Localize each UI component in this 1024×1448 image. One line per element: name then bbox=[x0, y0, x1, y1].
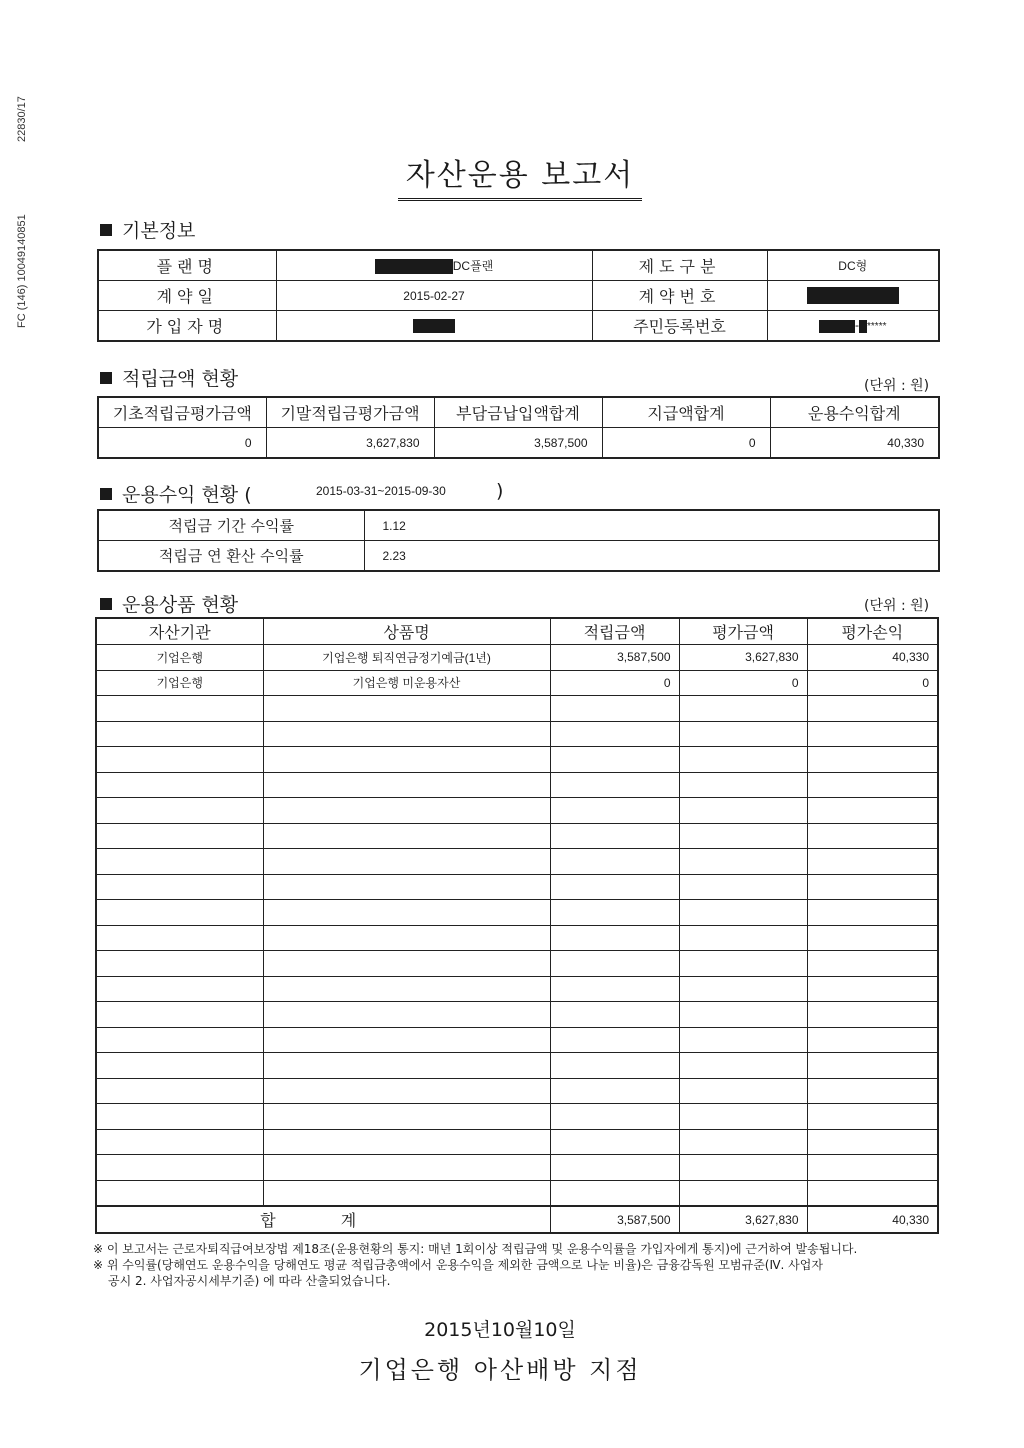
empty-row bbox=[96, 1155, 938, 1181]
empty-cell bbox=[263, 1053, 550, 1079]
empty-cell bbox=[96, 696, 263, 722]
empty-row bbox=[96, 747, 938, 773]
total-reserve: 3,587,500 bbox=[550, 1206, 679, 1233]
resident-no-cell bbox=[767, 311, 939, 342]
empty-cell bbox=[679, 925, 807, 951]
member-name-label: 가입자명 bbox=[98, 311, 276, 342]
empty-cell bbox=[96, 772, 263, 798]
empty-cell bbox=[807, 925, 938, 951]
empty-cell bbox=[550, 1078, 679, 1104]
plan-name-label: 플랜명 bbox=[98, 250, 276, 281]
reserve-value: 0 bbox=[602, 428, 770, 459]
empty-row bbox=[96, 976, 938, 1002]
empty-cell bbox=[96, 1002, 263, 1028]
reserve-value: 0 bbox=[98, 428, 266, 459]
empty-cell bbox=[550, 696, 679, 722]
table-row bbox=[96, 645, 938, 671]
product-header: 평가손익 bbox=[807, 618, 938, 645]
empty-cell bbox=[96, 1104, 263, 1130]
resident-no-dash: - bbox=[855, 318, 860, 333]
return-period: 2015-03-31~2015-09-30 bbox=[316, 484, 446, 498]
empty-cell bbox=[679, 1180, 807, 1206]
reserve-unit: (단위 : 원) bbox=[864, 378, 930, 394]
period-return-value: 1.12 bbox=[364, 510, 939, 541]
empty-cell bbox=[263, 925, 550, 951]
product-unit: (단위 : 원) bbox=[864, 598, 930, 614]
reserve-header: 기초적립금평가금액 bbox=[98, 397, 266, 428]
empty-cell bbox=[263, 951, 550, 977]
contract-date-value: 2015-02-27 bbox=[276, 281, 592, 311]
empty-cell bbox=[550, 874, 679, 900]
product-header: 평가금액 bbox=[679, 618, 807, 645]
system-type-label: 제도구분 bbox=[592, 250, 767, 281]
empty-cell bbox=[96, 951, 263, 977]
empty-cell bbox=[807, 1104, 938, 1130]
empty-cell bbox=[96, 976, 263, 1002]
bullet-square-icon bbox=[100, 488, 112, 500]
basic-info-table bbox=[97, 249, 940, 342]
empty-cell bbox=[679, 721, 807, 747]
period-return-label: 적립금 기간 수익률 bbox=[98, 510, 364, 541]
product-name: 기업은행 퇴직연금정기예금(1년) bbox=[263, 645, 550, 671]
empty-cell bbox=[263, 849, 550, 875]
empty-cell bbox=[263, 747, 550, 773]
empty-cell bbox=[96, 849, 263, 875]
product-reserve: 3,587,500 bbox=[550, 645, 679, 671]
footnote: ※ 이 보고서는 근로자퇴직급여보장법 제18조(운용현황의 통지: 매년 1회이상 적립금액 및 운용수익률을 가입자에게 통지)에 근거하여 발송됩니다. bbox=[93, 1242, 858, 1256]
empty-cell bbox=[807, 1027, 938, 1053]
product-pnl: 0 bbox=[807, 670, 938, 696]
reserve-header: 지급액합계 bbox=[602, 397, 770, 428]
product-institution: 기업은행 bbox=[96, 670, 263, 696]
side-doc-id: 22830/17 bbox=[16, 96, 28, 142]
empty-cell bbox=[96, 1180, 263, 1206]
product-header: 자산기관 bbox=[96, 618, 263, 645]
empty-cell bbox=[263, 1027, 550, 1053]
empty-cell bbox=[263, 1180, 550, 1206]
empty-cell bbox=[679, 976, 807, 1002]
empty-cell bbox=[807, 1180, 938, 1206]
reserve-table bbox=[97, 396, 940, 459]
empty-cell bbox=[807, 1129, 938, 1155]
empty-cell bbox=[263, 721, 550, 747]
empty-cell bbox=[263, 823, 550, 849]
empty-cell bbox=[679, 772, 807, 798]
empty-cell bbox=[96, 747, 263, 773]
empty-row bbox=[96, 951, 938, 977]
reserve-header: 기말적립금평가금액 bbox=[266, 397, 434, 428]
empty-cell bbox=[679, 747, 807, 773]
product-valuation: 3,627,830 bbox=[679, 645, 807, 671]
empty-cell bbox=[550, 1129, 679, 1155]
reserve-value: 40,330 bbox=[770, 428, 939, 459]
empty-cell bbox=[679, 1078, 807, 1104]
empty-cell bbox=[550, 849, 679, 875]
empty-cell bbox=[263, 900, 550, 926]
section-product-status bbox=[100, 590, 238, 617]
empty-row bbox=[96, 1104, 938, 1130]
redaction-bar bbox=[859, 320, 867, 333]
empty-cell bbox=[550, 1027, 679, 1053]
total-row bbox=[96, 1206, 938, 1233]
empty-cell bbox=[263, 1129, 550, 1155]
product-table bbox=[95, 617, 939, 1234]
empty-cell bbox=[550, 823, 679, 849]
empty-row bbox=[96, 1180, 938, 1206]
empty-cell bbox=[550, 1155, 679, 1181]
empty-row bbox=[96, 798, 938, 824]
empty-cell bbox=[679, 874, 807, 900]
product-heading: 운용상품 현황 bbox=[122, 594, 239, 616]
annual-return-value: 2.23 bbox=[364, 541, 939, 572]
empty-cell bbox=[807, 874, 938, 900]
bullet-square-icon bbox=[100, 224, 112, 236]
empty-cell bbox=[679, 1002, 807, 1028]
empty-cell bbox=[263, 976, 550, 1002]
section-return-status bbox=[100, 480, 252, 507]
empty-row bbox=[96, 1078, 938, 1104]
plan-name-value: DC플랜 bbox=[452, 258, 494, 273]
product-header: 상품명 bbox=[263, 618, 550, 645]
empty-cell bbox=[96, 721, 263, 747]
empty-cell bbox=[263, 1078, 550, 1104]
empty-cell bbox=[679, 798, 807, 824]
empty-cell bbox=[807, 1155, 938, 1181]
empty-cell bbox=[263, 696, 550, 722]
empty-cell bbox=[807, 747, 938, 773]
empty-row bbox=[96, 721, 938, 747]
annual-return-label: 적립금 연 환산 수익률 bbox=[98, 541, 364, 572]
empty-cell bbox=[96, 925, 263, 951]
footnote: 공시 2. 사업자공시세부기준) 에 따라 산출되었습니다. bbox=[108, 1274, 391, 1288]
total-label: 합 계 bbox=[96, 1206, 550, 1233]
empty-cell bbox=[96, 798, 263, 824]
reserve-heading: 적립금액 현황 bbox=[122, 368, 239, 390]
empty-cell bbox=[96, 1027, 263, 1053]
empty-row bbox=[96, 1129, 938, 1155]
system-type-value: DC형 bbox=[767, 250, 939, 281]
return-heading: 운용수익 현황 ( bbox=[122, 484, 252, 506]
empty-cell bbox=[263, 1155, 550, 1181]
empty-cell bbox=[96, 1053, 263, 1079]
product-name: 기업은행 미운용자산 bbox=[263, 670, 550, 696]
empty-cell bbox=[550, 721, 679, 747]
footnote: ※ 위 수익률(당해연도 운용수익을 당해연도 평균 적립금총액에서 운용수익을 제외한 금액으로 나눈 비율)은 금융감독원 모범규준(Ⅳ. 사업자 bbox=[93, 1258, 823, 1272]
empty-cell bbox=[96, 1129, 263, 1155]
product-institution: 기업은행 bbox=[96, 645, 263, 671]
section-basic-info bbox=[100, 216, 195, 243]
empty-cell bbox=[96, 1155, 263, 1181]
empty-cell bbox=[550, 798, 679, 824]
redaction-bar bbox=[807, 287, 899, 304]
empty-cell bbox=[550, 747, 679, 773]
empty-cell bbox=[550, 1053, 679, 1079]
product-header: 적립금액 bbox=[550, 618, 679, 645]
empty-cell bbox=[550, 976, 679, 1002]
section-reserve-status bbox=[100, 364, 238, 391]
empty-row bbox=[96, 900, 938, 926]
empty-cell bbox=[807, 1053, 938, 1079]
empty-cell bbox=[550, 1104, 679, 1130]
empty-cell bbox=[679, 1129, 807, 1155]
empty-cell bbox=[679, 951, 807, 977]
empty-cell bbox=[96, 900, 263, 926]
empty-row bbox=[96, 696, 938, 722]
empty-row bbox=[96, 1053, 938, 1079]
empty-row bbox=[96, 772, 938, 798]
empty-cell bbox=[96, 1078, 263, 1104]
redaction-bar bbox=[375, 259, 453, 274]
contract-no-cell bbox=[767, 281, 939, 311]
empty-cell bbox=[96, 823, 263, 849]
bullet-square-icon bbox=[100, 372, 112, 384]
page-title: 자산운용 보고서 bbox=[398, 150, 642, 201]
basic-info-heading: 기본정보 bbox=[122, 220, 196, 242]
empty-cell bbox=[679, 696, 807, 722]
empty-cell bbox=[679, 900, 807, 926]
empty-cell bbox=[263, 798, 550, 824]
empty-cell bbox=[807, 721, 938, 747]
empty-cell bbox=[550, 951, 679, 977]
product-reserve: 0 bbox=[550, 670, 679, 696]
product-valuation: 0 bbox=[679, 670, 807, 696]
empty-cell bbox=[679, 1104, 807, 1130]
reserve-header: 운용수익합계 bbox=[770, 397, 939, 428]
empty-row bbox=[96, 1027, 938, 1053]
table-row bbox=[96, 670, 938, 696]
empty-cell bbox=[550, 772, 679, 798]
empty-row bbox=[96, 823, 938, 849]
empty-cell bbox=[807, 772, 938, 798]
empty-row bbox=[96, 874, 938, 900]
reserve-value: 3,627,830 bbox=[266, 428, 434, 459]
reserve-header: 부담금납입액합계 bbox=[434, 397, 602, 428]
empty-cell bbox=[550, 925, 679, 951]
empty-cell bbox=[96, 874, 263, 900]
empty-cell bbox=[807, 900, 938, 926]
empty-row bbox=[96, 849, 938, 875]
empty-cell bbox=[807, 696, 938, 722]
bullet-square-icon bbox=[100, 598, 112, 610]
empty-cell bbox=[679, 823, 807, 849]
empty-row bbox=[96, 1002, 938, 1028]
empty-cell bbox=[679, 1155, 807, 1181]
empty-cell bbox=[679, 849, 807, 875]
empty-row bbox=[96, 925, 938, 951]
return-table bbox=[97, 509, 940, 572]
empty-cell bbox=[807, 849, 938, 875]
product-pnl: 40,330 bbox=[807, 645, 938, 671]
resident-no-label: 주민등록번호 bbox=[592, 311, 767, 342]
empty-cell bbox=[679, 1027, 807, 1053]
empty-cell bbox=[263, 1002, 550, 1028]
empty-cell bbox=[550, 1002, 679, 1028]
branch-name: 기업은행 아산배방 지점 bbox=[358, 1356, 642, 1384]
issue-date: 2015년10월10일 bbox=[424, 1319, 576, 1341]
empty-cell bbox=[679, 1053, 807, 1079]
empty-cell bbox=[550, 1180, 679, 1206]
redaction-bar bbox=[413, 319, 455, 333]
plan-name-cell bbox=[276, 250, 592, 281]
empty-cell bbox=[807, 976, 938, 1002]
total-valuation: 3,627,830 bbox=[679, 1206, 807, 1233]
redaction-bar bbox=[819, 320, 855, 333]
empty-cell bbox=[807, 1078, 938, 1104]
total-pnl: 40,330 bbox=[807, 1206, 938, 1233]
resident-no-mask: ***** bbox=[867, 321, 887, 333]
return-heading-close: ) bbox=[496, 480, 504, 502]
reserve-value: 3,587,500 bbox=[434, 428, 602, 459]
contract-no-label: 계약번호 bbox=[592, 281, 767, 311]
empty-cell bbox=[263, 1104, 550, 1130]
empty-cell bbox=[807, 823, 938, 849]
side-fc-code: FC (146) 10049140851 bbox=[16, 214, 28, 328]
contract-date-label: 계약일 bbox=[98, 281, 276, 311]
empty-cell bbox=[263, 874, 550, 900]
empty-cell bbox=[807, 798, 938, 824]
empty-cell bbox=[263, 772, 550, 798]
empty-cell bbox=[807, 1002, 938, 1028]
empty-cell bbox=[807, 951, 938, 977]
member-name-cell bbox=[276, 311, 592, 342]
empty-cell bbox=[550, 900, 679, 926]
